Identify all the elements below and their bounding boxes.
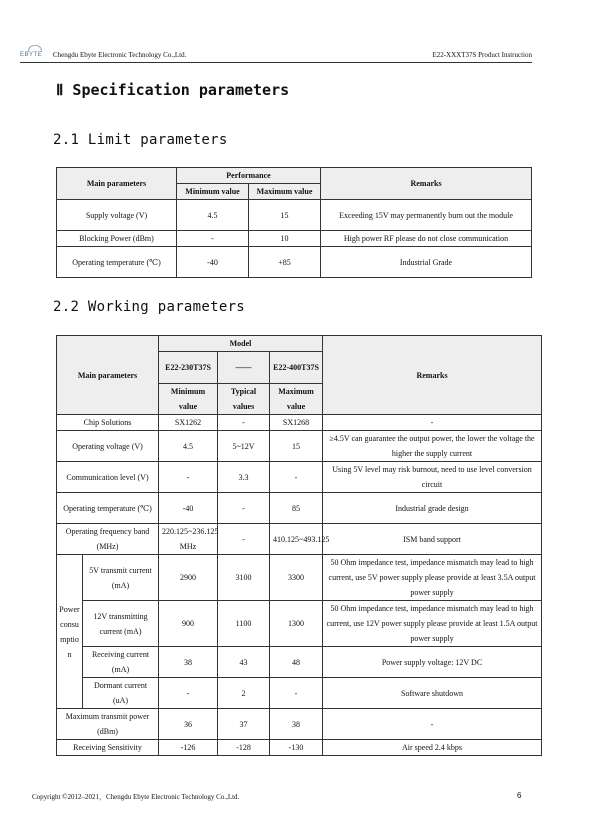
header-max: Maximum value bbox=[270, 384, 323, 415]
table-row bbox=[57, 524, 542, 555]
remark-cell: Using 5V level may risk burnout, need to use level conversion circuit bbox=[323, 462, 542, 493]
param-cell: Operating temperature (℃) bbox=[57, 493, 159, 524]
remark-cell: 50 Ohm impedance test, impedance mismatch may lead to high current, use 12V power supply please provide at least 1.5A output power supply bbox=[323, 601, 542, 647]
header-model-typical: —— bbox=[218, 352, 270, 384]
remark-cell: High power RF please do not close communication bbox=[321, 231, 532, 247]
max-cell: 38 bbox=[270, 709, 323, 740]
max-cell: -130 bbox=[270, 740, 323, 756]
max-cell: - bbox=[270, 678, 323, 709]
param-cell: Blocking Power (dBm) bbox=[57, 231, 177, 247]
param-cell: Chip Solutions bbox=[57, 415, 159, 431]
param-cell: 5V transmit current (mA) bbox=[83, 555, 159, 601]
header-max: Maximum value bbox=[249, 184, 321, 200]
page-number: 6 bbox=[517, 791, 522, 800]
max-cell: 1300 bbox=[270, 601, 323, 647]
footer-copyright bbox=[32, 792, 239, 802]
min-cell: -126 bbox=[159, 740, 218, 756]
typ-cell: 37 bbox=[218, 709, 270, 740]
max-cell: 10 bbox=[249, 231, 321, 247]
footer-company: Chengdu Ebyte Electronic Technology Co.,Ltd. bbox=[105, 793, 240, 801]
max-cell: +85 bbox=[249, 247, 321, 278]
working-parameters-heading: 2.2 Working parameters bbox=[53, 299, 246, 315]
header-main-parameters: Main parameters bbox=[57, 336, 159, 415]
working-parameters-table bbox=[56, 335, 542, 756]
header-performance: Performance bbox=[177, 168, 321, 184]
min-cell: - bbox=[159, 678, 218, 709]
min-cell: 4.5 bbox=[159, 431, 218, 462]
max-cell: 410.125~493.125 bbox=[270, 524, 323, 555]
table-row bbox=[57, 493, 542, 524]
header-model-230: E22-230T37S bbox=[159, 352, 218, 384]
min-cell: 2900 bbox=[159, 555, 218, 601]
remark-cell: ≥4.5V can guarantee the output power, the lower the voltage the higher the supply current bbox=[323, 431, 542, 462]
remark-cell: ISM band support bbox=[323, 524, 542, 555]
copyright-text: Copyright ©2012–2021， bbox=[32, 793, 106, 801]
table-row bbox=[57, 740, 542, 756]
remark-cell: Power supply voltage: 12V DC bbox=[323, 647, 542, 678]
min-cell: -40 bbox=[177, 247, 249, 278]
logo-mark bbox=[28, 45, 42, 52]
typ-cell: - bbox=[218, 524, 270, 555]
table-row bbox=[57, 601, 542, 647]
typ-cell: 3100 bbox=[218, 555, 270, 601]
typ-cell: 2 bbox=[218, 678, 270, 709]
param-cell: Receiving Sensitivity bbox=[57, 740, 159, 756]
header-doc-title: E22-XXXT37S Product Instruction bbox=[432, 51, 532, 59]
typ-cell: - bbox=[218, 493, 270, 524]
param-cell: Operating temperature (℃) bbox=[57, 247, 177, 278]
header-remarks: Remarks bbox=[321, 168, 532, 200]
header-typ: Typical values bbox=[218, 384, 270, 415]
remark-cell: Exceeding 15V may permanently burn out the module bbox=[321, 200, 532, 231]
limit-parameters-table bbox=[56, 167, 532, 278]
limit-parameters-heading: 2.1 Limit parameters bbox=[53, 132, 228, 148]
max-cell: 15 bbox=[249, 200, 321, 231]
param-cell: Communication level (V) bbox=[57, 462, 159, 493]
header-company: Chengdu Ebyte Electronic Technology Co.,Ltd. bbox=[53, 51, 187, 59]
header-main-parameters: Main parameters bbox=[57, 168, 177, 200]
min-cell: 38 bbox=[159, 647, 218, 678]
max-cell: - bbox=[270, 462, 323, 493]
remark-cell: Industrial grade design bbox=[323, 493, 542, 524]
header-model: Model bbox=[159, 336, 323, 352]
table-row bbox=[57, 431, 542, 462]
company-logo bbox=[20, 44, 48, 60]
max-cell: 15 bbox=[270, 431, 323, 462]
section-title: Ⅱ Specification parameters bbox=[56, 81, 290, 99]
remark-cell: - bbox=[323, 415, 542, 431]
table-row bbox=[57, 462, 542, 493]
min-cell: 36 bbox=[159, 709, 218, 740]
typ-cell: -128 bbox=[218, 740, 270, 756]
typ-cell: 3.3 bbox=[218, 462, 270, 493]
min-cell: - bbox=[177, 231, 249, 247]
table-row bbox=[57, 247, 532, 278]
param-cell: Operating frequency band (MHz) bbox=[57, 524, 159, 555]
typ-cell: 43 bbox=[218, 647, 270, 678]
max-cell: SX1268 bbox=[270, 415, 323, 431]
header-remarks: Remarks bbox=[323, 336, 542, 415]
table-row bbox=[57, 231, 532, 247]
min-cell: 220.125~236.125 MHz bbox=[159, 524, 218, 555]
max-cell: 3300 bbox=[270, 555, 323, 601]
remark-cell: 50 Ohm impedance test, impedance mismatch may lead to high current, use 5V power supply please provide at least 3.5A output power supply bbox=[323, 555, 542, 601]
table-row bbox=[57, 647, 542, 678]
param-cell: Operating voltage (V) bbox=[57, 431, 159, 462]
typ-cell: 5~12V bbox=[218, 431, 270, 462]
typ-cell: 1100 bbox=[218, 601, 270, 647]
typ-cell: - bbox=[218, 415, 270, 431]
param-cell: Receiving current (mA) bbox=[83, 647, 159, 678]
param-cell: Supply voltage (V) bbox=[57, 200, 177, 231]
min-cell: SX1262 bbox=[159, 415, 218, 431]
power-consumption-group: Power consumption bbox=[57, 555, 83, 709]
table-row bbox=[57, 709, 542, 740]
param-cell: Dormant current (uA) bbox=[83, 678, 159, 709]
header-min: Minimum value bbox=[159, 384, 218, 415]
header-min: Minimum value bbox=[177, 184, 249, 200]
remark-cell: Industrial Grade bbox=[321, 247, 532, 278]
remark-cell: Software shutdown bbox=[323, 678, 542, 709]
table-row bbox=[57, 555, 542, 601]
table-row bbox=[57, 200, 532, 231]
param-cell: 12V transmitting current (mA) bbox=[83, 601, 159, 647]
header-divider bbox=[20, 62, 532, 63]
min-cell: - bbox=[159, 462, 218, 493]
min-cell: -40 bbox=[159, 493, 218, 524]
min-cell: 900 bbox=[159, 601, 218, 647]
max-cell: 48 bbox=[270, 647, 323, 678]
table-row bbox=[57, 678, 542, 709]
remark-cell: Air speed 2.4 kbps bbox=[323, 740, 542, 756]
table-row bbox=[57, 415, 542, 431]
min-cell: 4.5 bbox=[177, 200, 249, 231]
logo-text: EBYTE bbox=[20, 52, 43, 58]
remark-cell: - bbox=[323, 709, 542, 740]
header-model-400: E22-400T37S bbox=[270, 352, 323, 384]
max-cell: 85 bbox=[270, 493, 323, 524]
param-cell: Maximum transmit power (dBm) bbox=[57, 709, 159, 740]
